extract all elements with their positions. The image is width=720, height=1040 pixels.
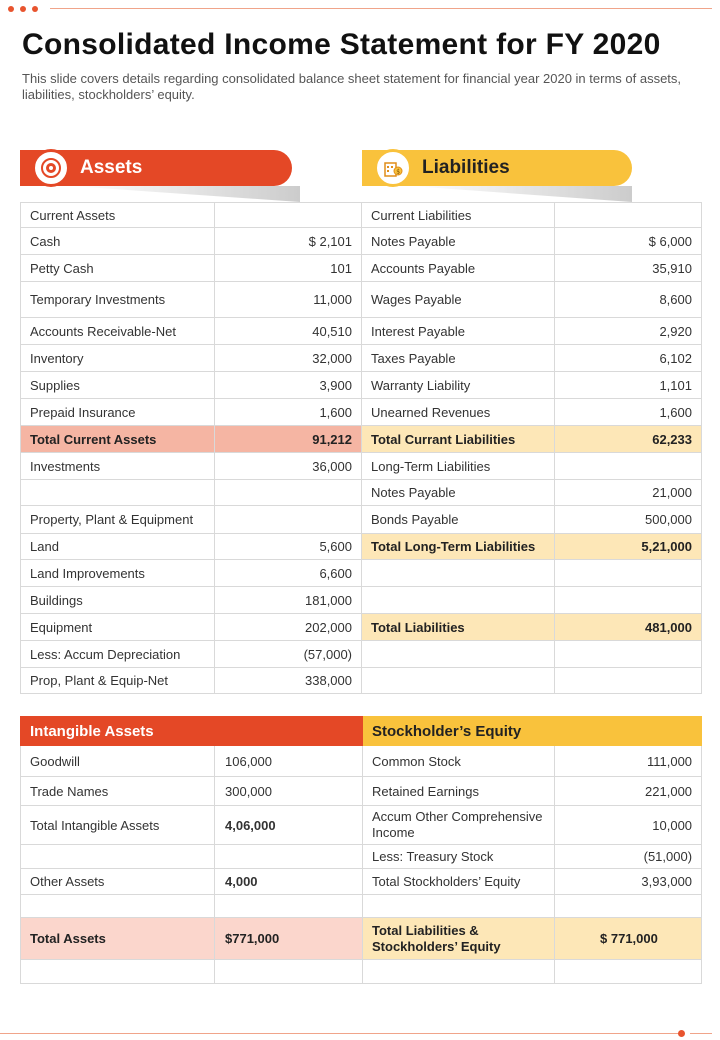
asset-label [21,845,215,869]
asset-label: Total Intangible Assets [21,806,215,845]
asset-label: Total Current Assets [21,426,215,453]
liability-value [555,560,702,587]
equity-value: 10,000 [555,806,702,845]
table-row [21,453,702,480]
asset-value: 101 [215,255,362,282]
table-row [21,426,702,453]
bottom-divider [0,1033,680,1034]
assets-banner-shadow [70,186,300,202]
liability-value [555,641,702,668]
bottom-dot [678,1030,685,1037]
intangible-assets-header: Intangible Assets [21,717,363,746]
liability-label: Interest Payable [362,318,555,345]
table-row [21,614,702,641]
liability-label [362,587,555,614]
asset-value [215,506,362,534]
stockholders-equity-header: Stockholder’s Equity [363,717,702,746]
asset-value: $ 2,101 [215,228,362,255]
asset-value: (57,000) [215,641,362,668]
bottom-divider-end [690,1033,712,1034]
asset-value: 300,000 [215,777,363,806]
equity-label: Less: Treasury Stock [363,845,555,869]
table-row [21,318,702,345]
table-row [21,534,702,560]
liability-value: 481,000 [555,614,702,641]
table-row [21,228,702,255]
asset-label: Total Assets [21,918,215,960]
asset-label: Trade Names [21,777,215,806]
liability-label [362,668,555,694]
equity-label: Total Stockholders’ Equity [363,869,555,895]
page-title: Consolidated Income Statement for FY 2020 [22,28,661,61]
asset-value: 4,000 [215,869,363,895]
table-row [21,282,702,318]
asset-value: 91,212 [215,426,362,453]
asset-label: Prop, Plant & Equip-Net [21,668,215,694]
table-row [21,560,702,587]
asset-label [21,960,215,984]
asset-label: Property, Plant & Equipment [21,506,215,534]
liabilities-banner [362,150,632,186]
equity-value: $ 771,000 [555,918,702,960]
asset-value: 3,900 [215,372,362,399]
equity-label: Accum Other Comprehensive Income [363,806,555,845]
equity-value [555,895,702,918]
liability-label: Total Long-Term Liabilities [362,534,555,560]
asset-label: Temporary Investments [21,282,215,318]
equity-value: (51,000) [555,845,702,869]
table-row [21,345,702,372]
asset-label: Current Assets [21,203,215,228]
liability-value [555,587,702,614]
asset-value: 1,600 [215,399,362,426]
asset-label: Buildings [21,587,215,614]
asset-label: Investments [21,453,215,480]
liability-value: 1,101 [555,372,702,399]
asset-value: 32,000 [215,345,362,372]
liability-value [555,668,702,694]
table-row [21,777,702,806]
table-row [21,918,702,960]
liability-label: Taxes Payable [362,345,555,372]
liability-value: 8,600 [555,282,702,318]
liability-label: Current Liabilities [362,203,555,228]
asset-value: 338,000 [215,668,362,694]
equity-label [363,895,555,918]
asset-label: Accounts Receivable-Net [21,318,215,345]
table-row [21,203,702,228]
equity-label: Common Stock [363,746,555,777]
table-row [21,960,702,984]
liability-value: 5,21,000 [555,534,702,560]
liability-value: 62,233 [555,426,702,453]
asset-value [215,480,362,506]
table-row [21,587,702,614]
liability-label: Long-Term Liabilities [362,453,555,480]
liability-label: Warranty Liability [362,372,555,399]
asset-label: Prepaid Insurance [21,399,215,426]
balance-table [20,202,702,694]
table-row [21,641,702,668]
liability-label: Unearned Revenues [362,399,555,426]
asset-value: $771,000 [215,918,363,960]
table-row [21,845,702,869]
target-coin-icon [32,149,70,187]
asset-value [215,845,363,869]
asset-label: Equipment [21,614,215,641]
table-row [21,372,702,399]
liability-value: 35,910 [555,255,702,282]
asset-label [21,480,215,506]
liabilities-banner-label: Liabilities [422,157,510,178]
liability-value: 6,102 [555,345,702,372]
table-row [21,895,702,918]
asset-value: 4,06,000 [215,806,363,845]
equity-value: 221,000 [555,777,702,806]
asset-value: 36,000 [215,453,362,480]
svg-text:$: $ [396,168,401,176]
asset-label: Inventory [21,345,215,372]
liability-value [555,453,702,480]
equity-value [555,960,702,984]
liability-label: Notes Payable [362,480,555,506]
liability-label: Notes Payable [362,228,555,255]
equity-label [363,960,555,984]
asset-value: 40,510 [215,318,362,345]
asset-value: 11,000 [215,282,362,318]
liability-label: Wages Payable [362,282,555,318]
assets-banner-label: Assets [80,157,143,178]
asset-label: Other Assets [21,869,215,895]
asset-label: Less: Accum Depreciation [21,641,215,668]
asset-label: Land Improvements [21,560,215,587]
liability-value: $ 6,000 [555,228,702,255]
asset-value [215,895,363,918]
asset-label: Goodwill [21,746,215,777]
liability-label: Accounts Payable [362,255,555,282]
liability-value: 500,000 [555,506,702,534]
assets-banner [20,150,292,186]
top-divider [50,8,712,9]
liability-value: 2,920 [555,318,702,345]
equity-label: Total Liabilities & Stockholders’ Equity [363,918,555,960]
asset-value: 6,600 [215,560,362,587]
asset-label: Cash [21,228,215,255]
table-row [21,255,702,282]
window-dots [8,6,38,12]
liability-label: Total Liabilities [362,614,555,641]
equity-label: Retained Earnings [363,777,555,806]
asset-value [215,203,362,228]
table-row [21,668,702,694]
asset-value: 106,000 [215,746,363,777]
liability-label [362,560,555,587]
table-row [21,806,702,845]
liability-value: 1,600 [555,399,702,426]
liabilities-banner-shadow [410,186,632,202]
liability-label [362,641,555,668]
liability-value [555,203,702,228]
liability-value: 21,000 [555,480,702,506]
table-row [21,746,702,777]
asset-label: Land [21,534,215,560]
table-row [21,869,702,895]
asset-value: 202,000 [215,614,362,641]
liability-label: Total Currant Liabilities [362,426,555,453]
equity-value: 3,93,000 [555,869,702,895]
asset-value: 181,000 [215,587,362,614]
liability-label: Bonds Payable [362,506,555,534]
page-subtitle: This slide covers details regarding consolidated balance sheet statement for financial year 2020 in terms of assets, liabilities, stockholders’ equity. [22,71,682,102]
table-row [21,480,702,506]
building-dollar-icon [374,149,412,187]
equity-table [20,716,702,984]
asset-label: Petty Cash [21,255,215,282]
asset-label [21,895,215,918]
asset-value [215,960,363,984]
asset-label: Supplies [21,372,215,399]
asset-value: 5,600 [215,534,362,560]
table-row [21,506,702,534]
equity-value: 111,000 [555,746,702,777]
table-row [21,399,702,426]
